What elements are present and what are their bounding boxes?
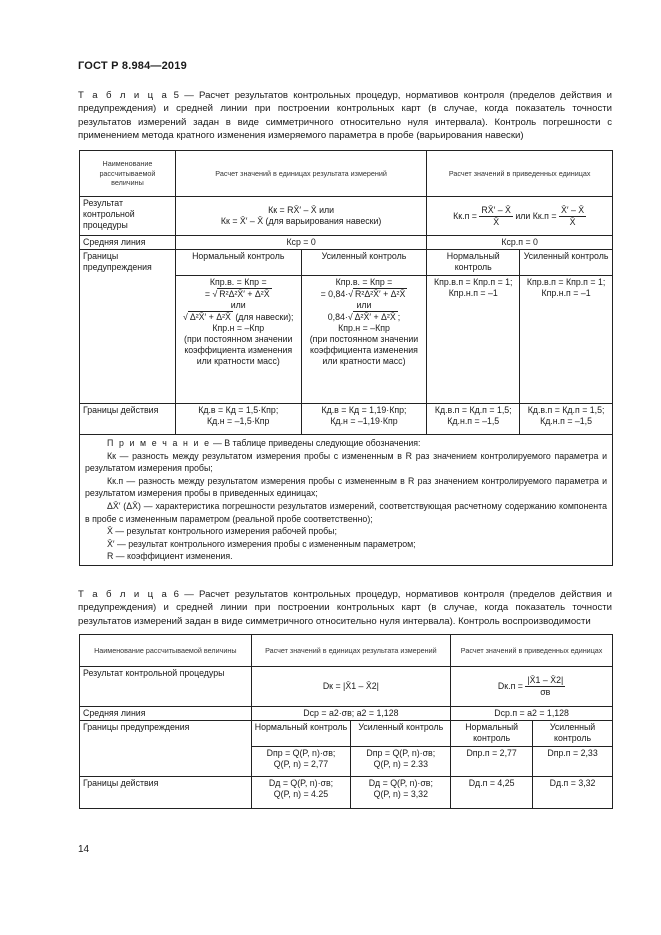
t6-sub-strict: Усиленный контроль bbox=[351, 721, 451, 747]
formula-line: Кд.в.п = Кд.п = 1,5; bbox=[527, 405, 605, 415]
note-item: X̄′ — результат контрольного измерения пробы с измененным параметром; bbox=[107, 538, 416, 549]
t6-result-abs: Dк = |X̄1 – X̄2| bbox=[251, 667, 451, 707]
formula-suffix: (для навески); bbox=[235, 312, 294, 322]
formula-line: Кпр.в.п = Кпр.п = 1; bbox=[526, 277, 606, 287]
t6-warn-normal bbox=[251, 747, 351, 777]
formula-note: (при постоянном значении коэффициента изменения или кратности масс) bbox=[309, 334, 419, 366]
t6-result-rel-prefix: Dк.п = bbox=[497, 680, 523, 691]
t5-result-rel-prefix: Кк.п = bbox=[453, 210, 477, 221]
formula-or: или bbox=[356, 300, 372, 310]
t5-header-name: Наименование рассчитываемой величины bbox=[80, 151, 176, 197]
formula-line: Dпр = Q(P, n)·σв; bbox=[266, 748, 336, 758]
formula-line: Кд.н = –1,19·Кпр bbox=[330, 416, 398, 426]
t6-result-rel-fraction bbox=[525, 675, 565, 698]
formula-or: или bbox=[230, 300, 246, 310]
t5-sub-normal: Нормальный контроль bbox=[175, 250, 301, 276]
note-item: Кк.п — разность между результатом измерения пробы с измененным в R раз значением контролируемого параметра и результатом измерения пробы в приведенных единицах; bbox=[85, 475, 607, 499]
page-number: 14 bbox=[78, 844, 90, 855]
t5-warn-normal bbox=[175, 276, 301, 404]
denominator: X̄ bbox=[493, 216, 500, 227]
formula-line: Кд.в.п = Кд.п = 1,5; bbox=[434, 405, 512, 415]
radical: R²Δ²X̄′ + Δ²X̄ bbox=[355, 289, 406, 299]
formula-line: Кд.н.п = –1,5 bbox=[540, 416, 593, 426]
formula-line: = √ R²Δ²X̄′ + Δ²X̄ bbox=[204, 289, 270, 299]
t6-sub-rel-normal: Нормальный контроль bbox=[451, 721, 533, 747]
formula-line: Кд.н.п = –1,5 bbox=[447, 416, 500, 426]
t6-result-rel bbox=[451, 667, 613, 707]
formula-line: Кд.в = Кд = 1,19·Кпр; bbox=[321, 405, 407, 415]
t5-result-rel-fraction2 bbox=[559, 205, 586, 228]
formula-line: Кд.в = Кд = 1,5·Кпр; bbox=[198, 405, 279, 415]
t6-warn-label: Границы предупреждения bbox=[80, 721, 252, 777]
t6-sub-rel-strict: Усиленный контроль bbox=[533, 721, 613, 747]
t6-mean-abs: Dср = a2·σв; a2 = 1,128 bbox=[251, 707, 451, 721]
formula-line: Q(P, n) = 2.33 bbox=[373, 759, 428, 769]
numerator: X̄′ – X̄ bbox=[560, 204, 585, 215]
document-header: ГОСТ Р 8.984—2019 bbox=[78, 60, 187, 72]
t5-sub-rel-strict: Усиленный контроль bbox=[520, 250, 613, 276]
t5-act-rel-normal bbox=[427, 404, 520, 435]
radical: R²Δ²X̄′ + Δ²X̄ bbox=[219, 289, 270, 299]
formula-line: Кпр.в. = Кпр = bbox=[209, 277, 267, 287]
formula-line: Кпр.н.п = –1 bbox=[448, 288, 498, 298]
t5-warn-rel-normal bbox=[427, 276, 520, 404]
formula-line: Dпр = Q(P, n)·σв; bbox=[366, 748, 436, 758]
t5-result-abs bbox=[175, 197, 426, 236]
t6-sub-normal: Нормальный контроль bbox=[251, 721, 351, 747]
table6-caption-text: 6 — Расчет результатов контрольных процедур, нормативов контроля (пределов действия и предупреждения) и средней линии при построении контрольных карт (в случае, когда показатель точности результатов измерений задан в виде симметричного относительно нуля интервала). Контроль воспроизводимости bbox=[78, 589, 612, 627]
note-intro bbox=[85, 437, 607, 450]
formula-line: Кпр.н = –Кпр bbox=[338, 323, 390, 333]
formula-prefix: = bbox=[204, 289, 211, 299]
table5-caption-text: 5 — Расчет результатов контрольных процедур, нормативов контроля (пределов действия и предупреждения) и средней линии при построении контрольных карт (в случае, когда показатель точности результатов измерений задан в виде симметричного относительно нуля интервала). Контроль погрешности с применением метода кратного изменения измеряемого параметра в пробе (варьирования навески) bbox=[78, 90, 612, 142]
formula-line: √ Δ²X̄′ + Δ²X̄ (для навески); bbox=[183, 312, 294, 322]
table5-caption-label: Т а б л и ц а bbox=[78, 90, 169, 101]
formula-line: Q(P, n) = 4.25 bbox=[273, 789, 329, 799]
formula-line: 0,84·√ Δ²X̄′ + Δ²X̄ ; bbox=[327, 312, 401, 322]
t6-warn-strict bbox=[351, 747, 451, 777]
numerator: RX̄′ – X̄ bbox=[481, 204, 511, 215]
t6-mean-rel: Dср.п = a2 = 1,128 bbox=[451, 707, 613, 721]
t5-mean-label: Средняя линия bbox=[80, 236, 176, 250]
t6-act-rel-normal: Dд.п = 4,25 bbox=[451, 777, 533, 809]
radical: Δ²X̄′ + Δ²X̄ bbox=[354, 312, 396, 322]
t6-result-label: Результат контрольной процедуры bbox=[80, 667, 252, 707]
t5-result-abs-line2: Кк = X̄′ – X̄ (для варьирования навески) bbox=[220, 216, 382, 226]
t5-warn-strict bbox=[301, 276, 427, 404]
t5-header-rel: Расчет значений в приведенных единицах bbox=[427, 151, 613, 197]
t5-warn-rel-strict bbox=[520, 276, 613, 404]
t6-mean-label: Средняя линия bbox=[80, 707, 252, 721]
t5-act-rel-strict bbox=[520, 404, 613, 435]
note-item: X̄ — результат контрольного измерения рабочей пробы; bbox=[107, 526, 337, 537]
note-item: ΔX̄′ (ΔX̄) — характеристика погрешности результатов измерений, соответствующая расчетному содержанию компонента в пробе с измененным параметром (реальной пробе соответственно); bbox=[85, 500, 607, 524]
t6-act-normal bbox=[251, 777, 351, 809]
t5-mean-rel: Кср.п = 0 bbox=[427, 236, 613, 250]
t5-result-rel-fraction1 bbox=[479, 205, 513, 228]
t5-result-rel-mid: или Кк.п = bbox=[515, 210, 557, 221]
formula-line: Кпр.н = –Кпр bbox=[212, 323, 265, 333]
formula-line: Dд = Q(P, n)·σв; bbox=[268, 778, 334, 788]
note-item: Кк — разность между результатом измерения пробы с измененным в R раз значением контролируемого параметра и результатом измерения пробы; bbox=[85, 450, 607, 474]
t6-warn-rel-normal: Dпр.п = 2,77 bbox=[451, 747, 533, 777]
formula-prefix: = 0,84· bbox=[320, 289, 349, 299]
note-item: R — коэффициент изменения. bbox=[107, 551, 233, 562]
t5-header-abs: Расчет значений в единицах результата измерений bbox=[175, 151, 426, 197]
formula-line: Кпр.н.п = –1 bbox=[541, 288, 591, 298]
formula-line: Кпр.в. = Кпр = bbox=[335, 277, 393, 287]
t6-warn-rel-strict: Dпр.п = 2,33 bbox=[533, 747, 613, 777]
formula-prefix: 0,84· bbox=[327, 312, 348, 322]
t5-act-normal bbox=[175, 404, 301, 435]
t5-mean-abs: Кср = 0 bbox=[175, 236, 426, 250]
radical: Δ²X̄′ + Δ²X̄ bbox=[189, 312, 231, 322]
t5-result-rel bbox=[427, 197, 613, 236]
t5-warn-label: Границы предупреждения bbox=[80, 250, 176, 404]
table6-caption-label: Т а б л и ц а bbox=[78, 589, 169, 600]
denominator: σв bbox=[540, 687, 551, 697]
t6-header-rel: Расчет значений в приведенных единицах bbox=[451, 635, 613, 667]
t6-act-strict bbox=[351, 777, 451, 809]
table6 bbox=[79, 634, 613, 809]
t6-act-label: Границы действия bbox=[80, 777, 252, 809]
t5-sub-strict: Усиленный контроль bbox=[301, 250, 427, 276]
table5-caption bbox=[78, 89, 612, 143]
t6-header-name: Наименование рассчитываемой величины bbox=[80, 635, 252, 667]
t5-act-strict bbox=[301, 404, 427, 435]
numerator: |X̄1 – X̄2| bbox=[527, 675, 564, 685]
formula-line: Dд = Q(P, n)·σв; bbox=[368, 778, 433, 788]
formula-line: Q(P, n) = 2,77 bbox=[273, 759, 329, 769]
table5 bbox=[79, 150, 613, 566]
t5-act-label: Границы действия bbox=[80, 404, 176, 435]
t5-result-abs-line1: Кк = RX̄′ – X̄ или bbox=[268, 205, 335, 215]
table6-caption bbox=[78, 588, 612, 628]
formula-line: Кд.н = –1,5·Кпр bbox=[207, 416, 270, 426]
formula-suffix: ; bbox=[397, 312, 401, 322]
formula-line: Q(P, n) = 3,32 bbox=[373, 789, 428, 799]
formula-line: = 0,84·√ R²Δ²X̄′ + Δ²X̄ bbox=[320, 289, 406, 299]
formula-note: (при постоянном значении коэффициента изменения или кратности масс) bbox=[184, 334, 293, 366]
t5-result-label: Результат контрольной процедуры bbox=[80, 197, 176, 236]
formula-line: Кпр.в.п = Кпр.п = 1; bbox=[434, 277, 513, 287]
note-label: П р и м е ч а н и е bbox=[107, 438, 211, 448]
t5-sub-rel-normal: Нормальный контроль bbox=[427, 250, 520, 276]
note-intro-text: — В таблице приведены следующие обозначения: bbox=[210, 438, 421, 448]
t6-act-rel-strict: Dд.п = 3,32 bbox=[533, 777, 613, 809]
denominator: X̄ bbox=[569, 216, 576, 227]
t6-header-abs: Расчет значений в единицах результата измерений bbox=[251, 635, 451, 667]
t5-note bbox=[80, 435, 613, 566]
